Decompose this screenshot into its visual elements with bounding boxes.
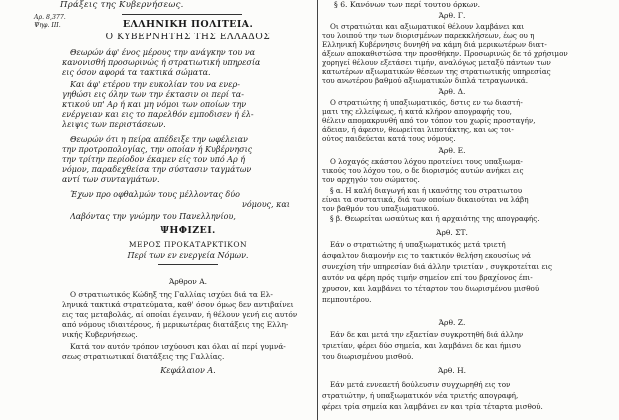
section-subheading: Περί των εν ενεργεία Νόμων.: [127, 251, 249, 260]
text-line: § α. Η καλή διαγωγή και ή ικανότης του στρατιωτου: [330, 186, 523, 195]
text-line: Εάν δε και μετά την εξαετίαν συγκροτηθή διά άλλην: [330, 330, 524, 339]
text-line: Ο στρατιωτικός Κώδηξ της Γαλλίας ισχύει διά τα Ελ-: [70, 290, 273, 299]
document-title: ΕΛΛΗΝΙΚΗ ΠΟΛΙΤΕΙΑ.: [122, 20, 254, 30]
article-heading: Άρθ. Γ.: [438, 11, 466, 20]
text-line: κανονισθή προσωρινώς ή στρατιωτική υπηρεσία: [62, 58, 261, 67]
text-line: του ανωτέρου βαθμού αξιωματικών διπλά τετραγωνικά.: [322, 76, 529, 85]
text-line: νόμον, παραδεχθείσα την σύστασιν ταγμάτων: [62, 165, 252, 174]
text-line: ενέργειαν και εις το παρελθόν εμποδισεν ή έλ-: [62, 110, 254, 119]
article-heading: Άρθ. Ζ.: [438, 318, 466, 327]
text-line: Κατά τον αυτόν τρόπον ισχύουσι και όλαι αί περί γυμνά-: [70, 342, 286, 351]
text-line: κτικού υπ' Αρ ή και μη νόμοι των οποίων την: [62, 100, 247, 109]
article-heading: Άρθρον Α.: [168, 277, 207, 286]
page-header: Πράξεις της Κυβερνήσεως.: [60, 0, 184, 10]
text-line: τον αρχηγόν του σώματος.: [322, 175, 420, 184]
article-heading: Άρθ. ΣΤ.: [436, 228, 468, 237]
marginal-line: Ψηφ. ΙΙΙ.: [34, 22, 61, 29]
text-line: λειψις των περιστάσεων.: [62, 120, 166, 129]
text-line: την προτροπολογίας, την οποίαν ή Κυβέρνησις: [62, 145, 253, 154]
text-line: Οι στρατιώται και αξιωματικοί θέλουν λαμβάνει και: [330, 22, 525, 31]
text-line: γηθώσι εις όλην των την έκτασιν οι περί τα-: [62, 90, 244, 99]
text-line: χρυσον, και λαμβάνει το τέταρτον του διωρισμένου μισθού: [322, 284, 540, 293]
text-line: από νόμους ιδιαιτέρους, ή μερικωτέρας διατάξεις της Ελλη-: [62, 320, 289, 329]
text-line: τον βαθμόν του υπαξιωματικού.: [322, 204, 440, 213]
text-line: Εάν μετά εννεαετή δούλευσιν συγχωρηθή εις τον: [330, 380, 511, 389]
text-line: εις όσον αφορά τα τακτικά σώματα.: [62, 68, 211, 77]
text-line: Ο στρατιώτης ή υπαξιωματικός, δστις εν τω διαστή-: [330, 98, 523, 107]
text-line: σεως στρατιωτικαί διατάξεις της Γαλλίας.: [62, 352, 225, 361]
article-heading: Άρθ. Δ.: [438, 87, 466, 96]
text-line: § 6. Κανόνων των περί τουτου όρκων.: [334, 0, 481, 9]
text-line: Ελληνική Κυβέρνησις δυνηθή να κάμη διά μερικωτέρων διατ-: [322, 40, 547, 49]
text-line: του διωρισμένου μισθού.: [322, 352, 414, 361]
text-line: την τρίτην περίοδον έκαμεν είς τον υπό Αρ ή: [62, 155, 245, 164]
text-line: Θεωρών ότι η πείρα απέδειξε την ωφέλειαν: [70, 135, 248, 144]
document-subtitle: Ο ΚΥΒΕΡΝΗΤΗΣ ΤΗΣ ΕΛΛΑΔΟΣ: [105, 33, 271, 42]
article-heading: Άρθ. Ε.: [438, 146, 466, 155]
text-line: άδειαν, ή άφεσιν, θεωρείται λιποτάκτης, και ως τοι-: [322, 125, 514, 134]
text-line: ληνικά τακτικά στρατεύματα, καθ' όσον όμως δεν αντιβαίνει: [62, 300, 294, 309]
text-line: τικούς του λόχου του, ο δε διορισμός αυτών ανήκει εις: [322, 166, 524, 175]
text-line: είναι τα συστατικά, διά των οποίων δικαιούται να λάβη: [322, 195, 529, 204]
article-heading: Άρθ. Η.: [437, 366, 467, 375]
text-line: συνεχίση τήν υπηρεσίαν διά άλλην τριετίαν , συγκροτείται εις: [322, 262, 553, 271]
text-line: νόμους, και: [242, 200, 290, 209]
text-line: αυτόν να φέρη πρός τιμήν σημείον επί του βραχίονος έπι-: [322, 273, 533, 282]
chapter-heading: Κεφάλαιον Α.: [160, 366, 216, 375]
text-line: ματι της ελλείψεως, ή κατά κλήρον απογραφής του,: [322, 107, 512, 116]
marginal-line: Αρ. 8,377.: [34, 14, 66, 21]
section-rule: [158, 264, 218, 265]
text-line: Θεωρών άφ' ένος μέρους την ανάγκην του να: [70, 48, 256, 57]
text-line: § β. Θεωρείται ωσαύτως και ή αρχαιότης της απογραφής.: [330, 214, 540, 223]
text-line: στρατιώτην, ή υπαξιωματικόν νέα τριετής απογραφή,: [322, 391, 519, 400]
text-line: φέρει τρία σημεία και λαμβάνει εν και τρία τέταρτα μισθού.: [322, 402, 543, 411]
text-line: Λαβόντας την γνώμην του Πανελληνίου,: [70, 212, 236, 221]
text-line: χορηγεί θέλουν εξετάσει τιμήν, αναλόγως μεταξύ πάντων των: [322, 58, 551, 67]
column-divider: [317, 0, 318, 420]
text-line: άσφαλτον διαμονήν εις το τακτικόν θελήση εκουσίως νά: [322, 251, 531, 260]
text-line: Έχων προ οφθαλμών τους μέλλοντας δύο: [70, 190, 240, 199]
text-line: Εάν ο στρατιώτης ή υπαξιωματικός μετά τριετή: [330, 240, 506, 249]
marginal-note: [34, 14, 66, 30]
text-line: εις τας μεταβολάς, αί οποίαι έγειναν, ή θέλουν γενή εις αυτόν: [62, 310, 298, 319]
section-heading: ΜΕΡΟΣ ΠΡΟΚΑΤΑΡΚΤΙΚΟΝ: [128, 240, 248, 249]
text-line: Ο λοχαγός εκάστου λόχου προτείνει τους υπαξιωμα-: [330, 157, 523, 166]
header-rule: [122, 14, 242, 15]
text-line: άξεων αποκαθιστώσα την προσθήκην. Προσωρινώς δε τό χρήσιμον: [322, 49, 568, 58]
text-line: αντί των συνταγμάτων.: [62, 175, 160, 184]
text-line: του λοιπού την των διορισμένων παρεκκλήσεων, έως ου η: [322, 31, 535, 40]
text-line: ούτος παιδεύεται κατά τους νόμους.: [322, 134, 456, 143]
text-line: κατωτέρων αξιωματικών θέσεων της στρατιωτικής υπηρεσίας: [322, 67, 551, 76]
text-line: θέλειν απομακρυνθή από τον τόπον του χωρίς προσταγήν,: [322, 116, 536, 125]
text-line: πεμπουτέρου.: [322, 295, 372, 304]
text-line: τριετίαν, φέρει δύο σημεία, και λαμβάνει δε και ήμισυ: [322, 341, 521, 350]
text-line: Και άφ' ετέρου την ευκολίαν του να ενερ-: [70, 80, 240, 89]
text-line: νικής Κυβερνήσεως.: [62, 330, 138, 339]
psifizei-heading: ΨΗΦΙΖΕΙ.: [160, 226, 216, 236]
